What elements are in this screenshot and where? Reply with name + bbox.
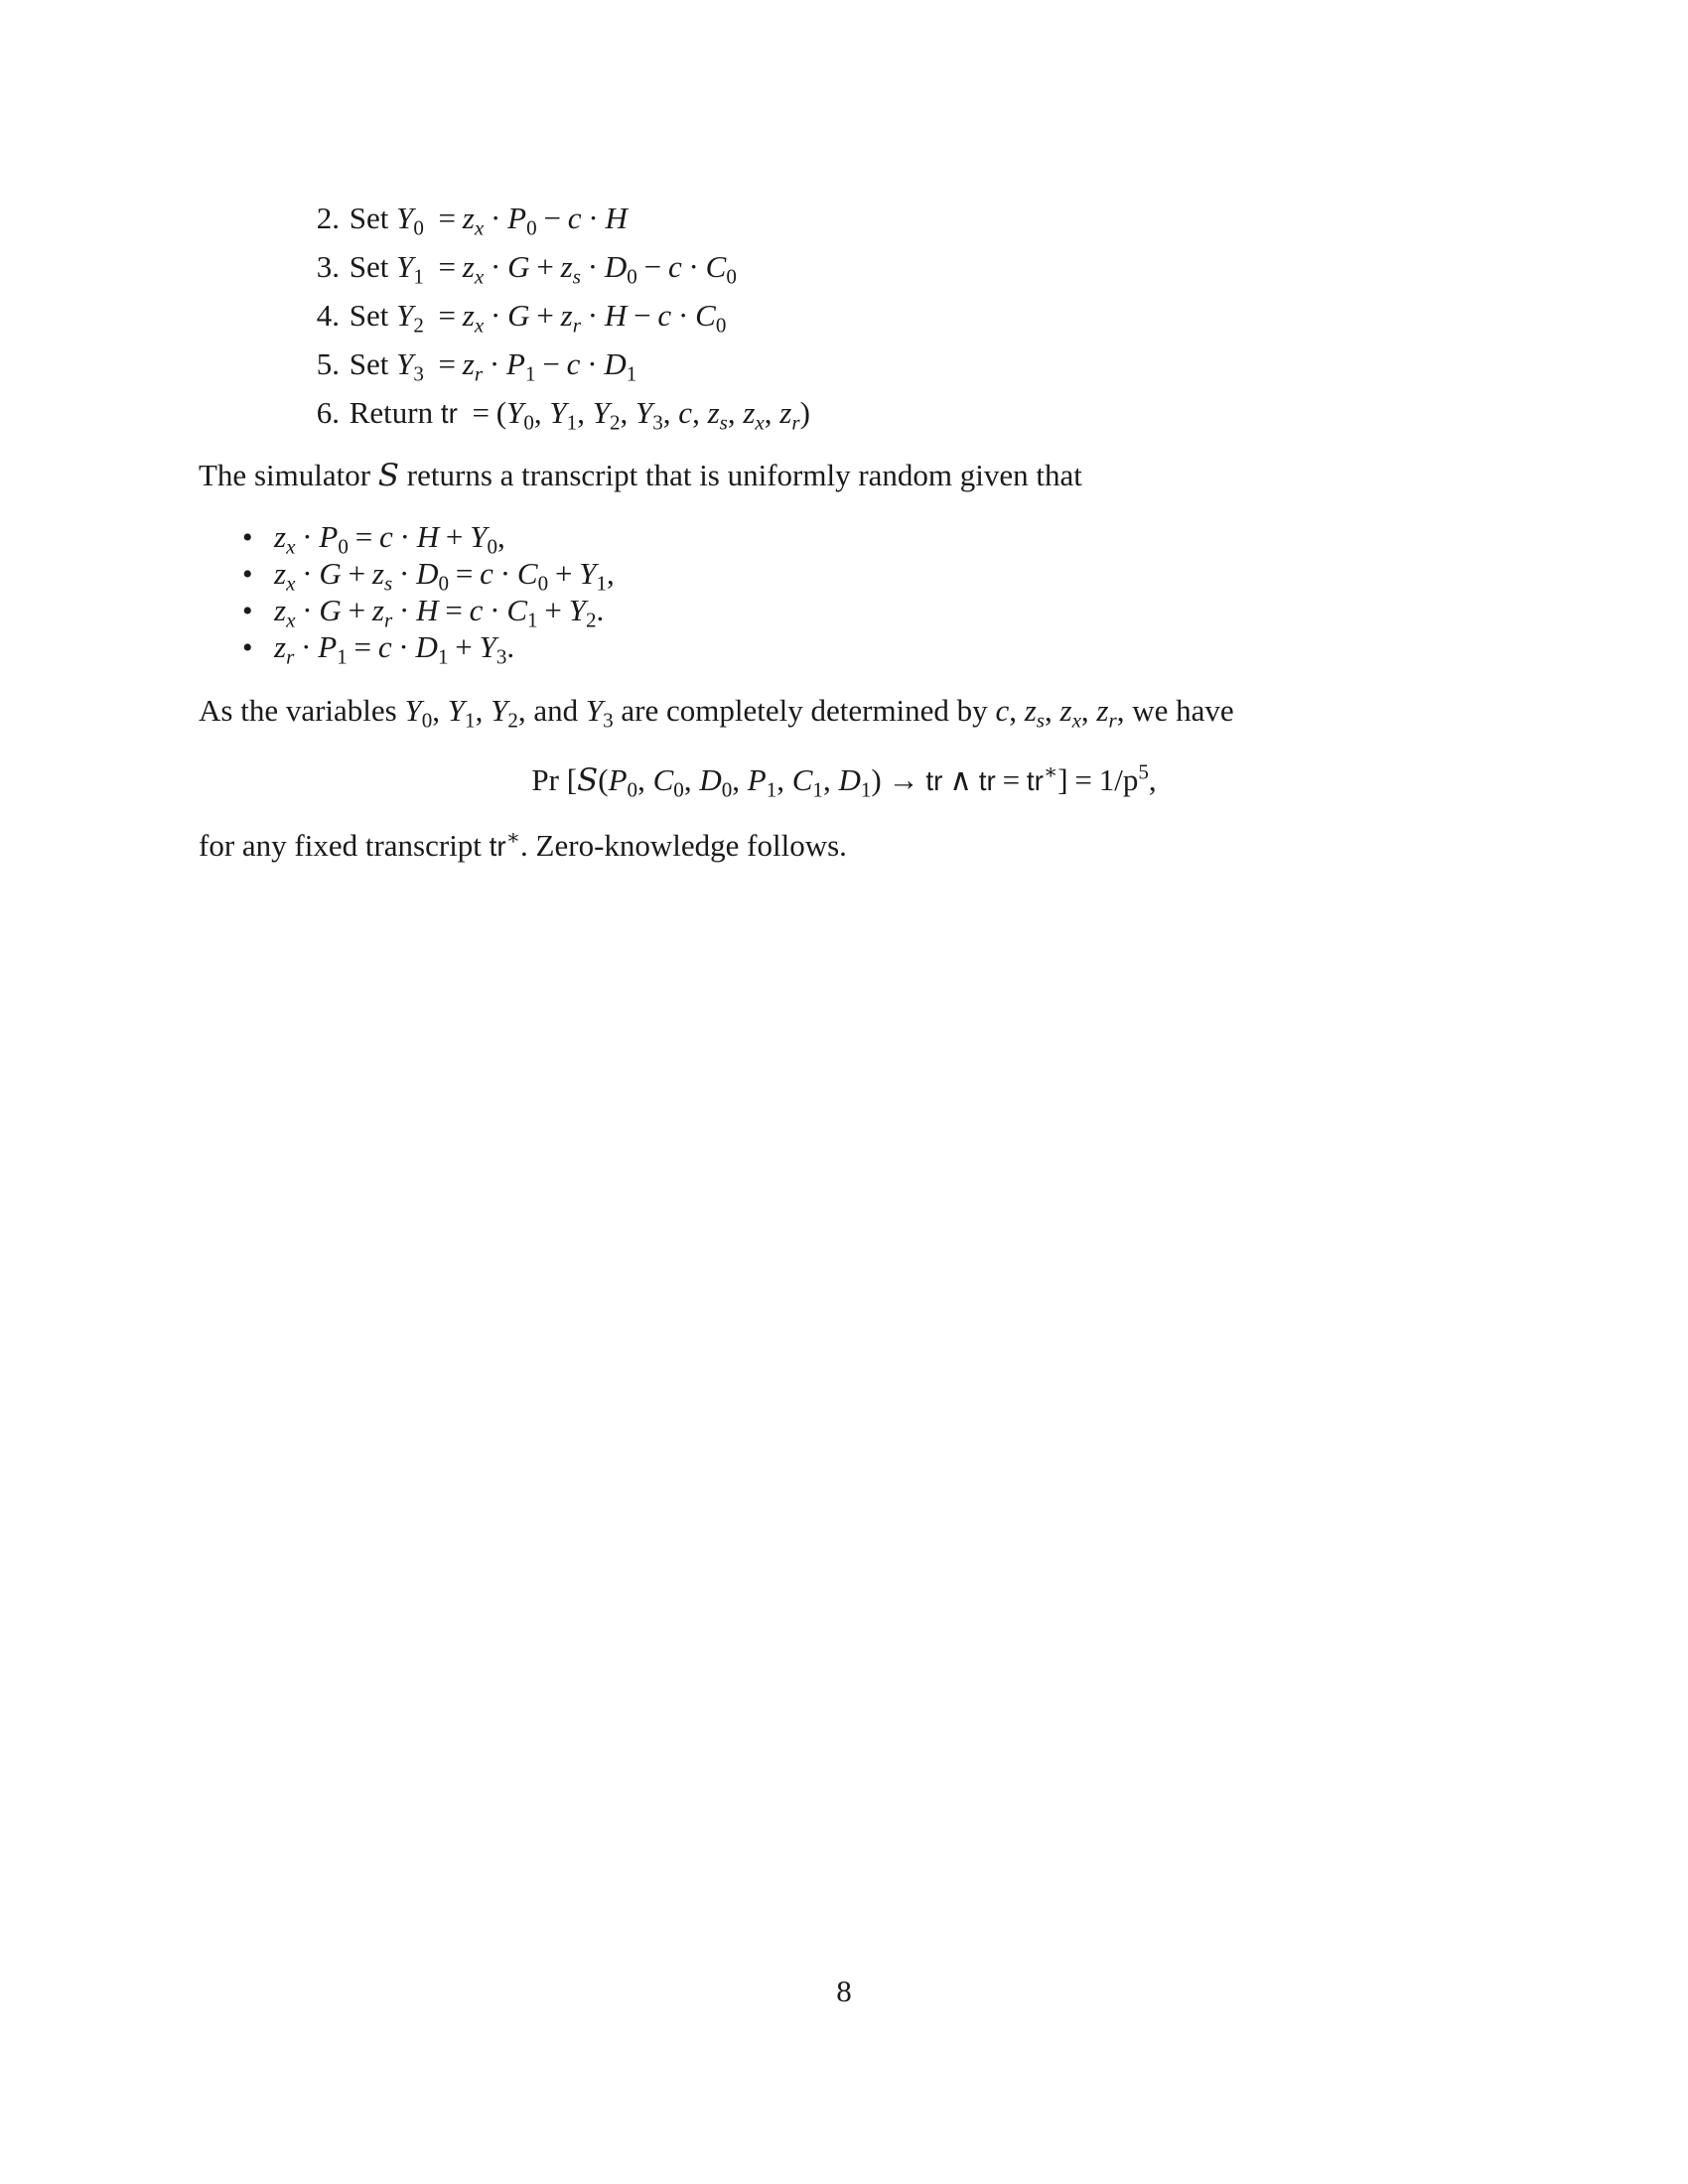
step-verb: Set	[349, 298, 389, 333]
paragraph-text: and	[533, 693, 579, 728]
step-lhs-sub: 0	[413, 215, 424, 240]
bullet-icon: •	[242, 558, 253, 591]
probability-result: 1/p	[1098, 762, 1139, 797]
step-number: 5.	[316, 346, 340, 381]
step-verb: Set	[349, 346, 389, 381]
paragraph-simulator	[199, 460, 1082, 491]
bullet-icon: •	[242, 521, 253, 554]
step-lhs-sub: 3	[413, 361, 424, 386]
paragraph-text: The simulator	[199, 458, 371, 492]
transcript-symbol: tr	[489, 831, 506, 862]
bullet-item: • $z_r \cdot P_1 = c \cdot D_1 + Y_3$.	[242, 629, 515, 669]
step-lhs: tr	[440, 398, 458, 429]
paragraph-text: we have	[1132, 693, 1234, 728]
page-number: 8	[836, 1974, 852, 2008]
step-3	[300, 249, 737, 289]
step-6	[300, 395, 810, 435]
paragraph-text: for any fixed transcript	[199, 828, 482, 863]
step-verb: Set	[349, 249, 389, 284]
step-lhs: Y	[396, 201, 414, 235]
probability-operator: Pr	[531, 762, 559, 797]
step-2	[300, 201, 628, 240]
step-lhs: Y	[396, 298, 414, 333]
step-4	[300, 298, 727, 338]
bullet-icon: •	[242, 595, 253, 627]
step-formula: = $z_x \cdot G + z_r \cdot H - c \cdot C_0$	[438, 298, 727, 338]
step-number: 3.	[316, 249, 340, 284]
paragraph-text: As the variables	[199, 693, 397, 728]
step-formula: = $z_r \cdot P_1 - c \cdot D_1$	[438, 346, 637, 386]
step-formula: = $z_x \cdot G + z_s \cdot D_0 - c \cdot C_0$	[438, 249, 737, 289]
step-lhs: Y	[396, 249, 414, 284]
probability-exponent: 5	[1138, 759, 1149, 784]
step-number: 4.	[316, 298, 340, 333]
step-lhs-sub: 2	[413, 313, 424, 338]
step-number: 6.	[316, 395, 340, 430]
paragraph-variables: As the variables $Y_0$, $Y_1$, $Y_2$, and $Y_3$ are completely determined by c, $z_s$, $z_x$, $z_r$, we have	[199, 693, 1234, 733]
display-equation: Pr [$S(P_0$, $C_0$, $D_0$, $P_1$, $C_1$, $D_1$) → tr ∧ tr = $tr^∗] = 1/p^5$,	[531, 759, 1157, 802]
paragraph-conclusion: for any fixed transcript tr∗. Zero-knowledge follows.	[199, 825, 847, 863]
step-lhs-sub: 1	[413, 264, 424, 289]
step-5	[300, 346, 637, 386]
transcript-symbol: tr	[925, 765, 943, 796]
step-verb: Set	[349, 201, 389, 235]
simulator-symbol: S	[377, 458, 400, 493]
step-number: 2.	[316, 201, 340, 235]
step-verb: Return	[349, 395, 434, 430]
bullet-item: • $z_x \cdot G + z_r \cdot H = c \cdot C_1 + Y_2$.	[242, 593, 605, 632]
step-lhs: Y	[396, 346, 414, 381]
step-formula: = $z_x \cdot P_0 - c \cdot H$	[438, 201, 628, 240]
paragraph-text: . Zero-knowledge follows.	[520, 828, 847, 863]
bullet-item: • $z_x \cdot P_0 = c \cdot H + Y_0$,	[242, 519, 505, 559]
bullet-item: • $z_x \cdot G + z_s \cdot D_0 = c \cdot C_0 + Y_1$,	[242, 556, 615, 596]
bullet-icon: •	[242, 631, 253, 664]
paragraph-text: returns a transcript that is uniformly random given that	[406, 458, 1082, 492]
paragraph-text: are completely determined by	[621, 693, 988, 728]
step-formula: = ($Y_0$, $Y_1$, $Y_2$, $Y_3$, c, $z_s$, $z_x$, $z_r$)	[472, 395, 810, 435]
